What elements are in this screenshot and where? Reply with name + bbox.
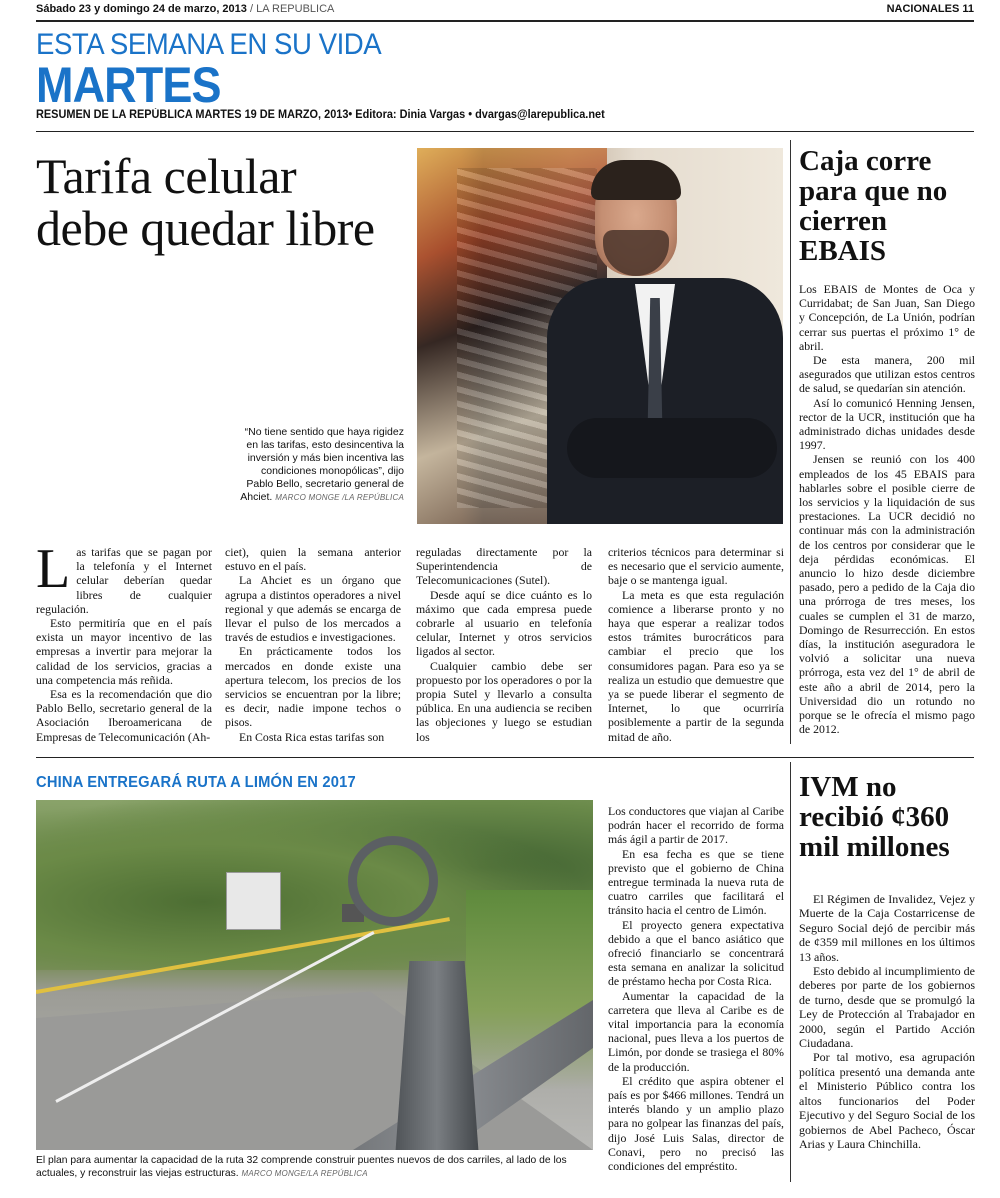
truck xyxy=(226,872,281,930)
date-separator: / xyxy=(249,3,254,15)
paragraph: reguladas directamente por la Superintendencia de Telecomunicaciones (Sutel). xyxy=(416,545,592,588)
column-divider xyxy=(790,762,791,1182)
paragraph-text: as tarifas que se pagan por la telefonía y el Internet celular deberían quedar libres de cualquier regulación. xyxy=(36,545,212,616)
paragraph xyxy=(36,538,212,616)
paragraph: Desde aquí se dice cuánto es lo máximo que cada empresa puede cobrarle al usuario en telefonía celular, Internet y otros servicios ligados al sector. xyxy=(416,587,592,659)
main-headline: Tarifa celular debe quedar libre xyxy=(36,148,375,256)
portrait-caption-text: “No tiene sentido que haya rigidez en las tarifas, esto desincentiva la inversión y más bien incentiva las condiciones monopólicas”, dijo Pablo Bello, secretario general de Ahciet. xyxy=(240,426,404,503)
china-column xyxy=(608,804,784,1173)
paragraph: El Régimen de Invalidez, Vejez y Muerte de la Caja Costarricense de Seguro Social dejó de percibir más de ¢359 mil millones en los últimos 13 años. xyxy=(799,892,975,964)
portrait-photo xyxy=(417,148,783,524)
ebais-headline: Caja corre para que no cierren EBAIS xyxy=(799,145,948,267)
portrait-credit: MARCO MONGE /LA REPÚBLICA xyxy=(275,493,404,502)
hair xyxy=(591,160,681,200)
paragraph: Los EBAIS de Montes de Oca y Curridabat; de San Juan, San Diego y Concepción, de La Unión, podrían cerrar sus puertas el próximo 1° de abril. xyxy=(799,282,975,353)
paragraph: La Ahciet es un órgano que agrupa a distintos operadores a nivel regional y que además se encarga de llevar el pulso de los mercados a través de estudios e investigaciones. xyxy=(225,573,401,645)
highway-credit: MARCO MONGE/LA REPÚBLICA xyxy=(241,1169,368,1178)
main-column-3 xyxy=(416,545,592,744)
paragraph: Por tal motivo, esa agrupación política presentó una demanda ante el Ministerio Público contra los altos funcionarios del Poder Ejecutivo y del Seguro Social de los gobiernos de Abel Pacheco, Óscar Arias y Laura Chinchilla. xyxy=(799,1050,975,1151)
paragraph: Esa es la recomendación que dio Pablo Bello, secretario general de la Asociación Iberoamericana de Empresas de Telecomunicación (Ah- xyxy=(36,687,212,744)
paragraph: Cualquier cambio debe ser propuesto por los operadores o por la propia Sutel y llevarlo a consulta pública. En una audiencia se reciben las objeciones y luego se estudian los xyxy=(416,658,592,744)
main-column-1 xyxy=(36,538,212,744)
summary-line: RESUMEN DE LA REPÚBLICA MARTES 19 DE MARZO, 2013• Editora: Dinia Vargas • dvargas@larepublica.net xyxy=(36,109,605,121)
paragraph: criterios técnicos para determinar si es necesario que el servicio aumente, baje o se mantenga igual. xyxy=(608,545,784,588)
paragraph: Aumentar la capacidad de la carretera que lleva al Caribe es de vital importancia para la economía nacional, pues lleva a los puertos de Limón, por donde se trasiega el 80% de la producción. xyxy=(608,988,784,1074)
paragraph: Esto debido al incumplimiento de deberes por parte de los gobiernos de turno, desde que se promulgó la Ley de Protección al Trabajador en 2000, según el Partido Acción Ciudadana. xyxy=(799,964,975,1051)
paragraph: De esta manera, 200 mil asegurados que utilizan estos centros de salud, se quedarían sin atención. xyxy=(799,353,975,396)
paragraph: Los conductores que viajan al Caribe podrán hacer el recorrido de forma más ágil a partir de 2017. xyxy=(608,804,784,847)
newspaper-name: LA REPUBLICA xyxy=(256,3,335,15)
paragraph: El proyecto genera expectativa debido a que el banco asiático que ofreció financiarlo se concentrará esta semana en analizar la solicitud de préstamo hecha por Costa Rica. xyxy=(608,917,784,989)
portrait-caption xyxy=(234,426,404,504)
paragraph: En Costa Rica estas tarifas son xyxy=(239,729,385,744)
section-rule xyxy=(36,757,974,758)
section-page-label: NACIONALES 11 xyxy=(886,3,974,15)
issue-date: Sábado 23 y domingo 24 de marzo, 2013 xyxy=(36,3,247,15)
ebais-column xyxy=(799,282,975,737)
highway-caption xyxy=(36,1154,593,1180)
section-kicker: ESTA SEMANA EN SU VIDA xyxy=(36,28,382,61)
page-header-line xyxy=(36,3,974,19)
ivm-headline: IVM no recibió ¢360 mil millones xyxy=(799,771,950,863)
top-rule xyxy=(36,20,974,22)
paragraph: Así lo comunicó Henning Jensen, rector de la UCR, institución que ha administrado dichas unidades desde 1997. xyxy=(799,395,975,453)
ivm-column xyxy=(799,892,975,1151)
paragraph: Esto permitiría que en el país exista un mayor incentivo de las empresas a invertir para mejorar la calidad de los servicios, gracias a una competencia más reñida. xyxy=(36,616,212,687)
issue-date-group xyxy=(36,3,334,15)
main-column-4 xyxy=(608,545,784,744)
highway-photo xyxy=(36,800,593,1150)
day-title: MARTES xyxy=(36,57,221,113)
paragraph: En esa fecha es que se tiene previsto que el gobierno de China entregue terminada la nueva ruta de cuatro carriles que facilitará el tránsito hacia el centro de Limón. xyxy=(608,846,784,918)
drop-cap: L xyxy=(36,538,71,600)
china-section-title: CHINA ENTREGARÁ RUTA A LIMÓN EN 2017 xyxy=(36,774,356,791)
guardrail-ring xyxy=(348,836,438,926)
paragraph: La meta es que esta regulación comience a liberarse pronto y no haya que esperar a realizar todos estos trámites burocráticos para cambiar el precio que los consumidores pagan. Para eso ya se realiza un estudio que demuestre que ya se puede liberar el segmento de Internet, lo que ocurriría posiblemente a partir de la segunda mitad de año. xyxy=(608,587,784,744)
paragraph: Jensen se reunió con los 400 empleados de los 45 EBAIS para hablarles sobre el posible cierre de los servicios y la liquidación de sus prestaciones. La UCR decidió no continuar más con la administración de los centros por considerar que le deja pérdidas económicas. El anuncio lo hizo desde diciembre pasado, pero a pedido de la Caja dio una prórroga de tres meses, los cuales se cumplen el 31 de marzo, Domingo de Resurrección. En estos días, la institución aseguradora le volvió a solicitar una nueva prórroga, esta vez del 1° de abril de este año a abril de 2014, pero la Universidad dio un rotundo no porque se le ofrecía el mismo pago de 2012. xyxy=(799,452,975,737)
main-column-2 xyxy=(225,545,401,744)
header-rule xyxy=(36,131,974,132)
paragraph: ciet), quien la semana anterior estuvo en el país. xyxy=(225,545,401,574)
column-divider xyxy=(790,140,791,744)
crossed-arms xyxy=(567,418,777,478)
highway-caption-text: El plan para aumentar la capacidad de la ruta 32 comprende construir puentes nuevos de dos carriles, al lado de los actuales, y reconstruir las viejas estructuras. xyxy=(36,1155,567,1179)
paragraph: El crédito que aspira obtener el país es por $466 millones. Tendrá un interés blando y un amplio plazo para no golpear las finanzas del país, dijo José Luis Salas, director de Conavi, pero no precisó las condiciones del empréstito. xyxy=(608,1073,784,1174)
paragraph: En prácticamente todos los mercados en donde existe una apertura telecom, los precios de los servicios se encuentran por la libre; es decir, nadie impone techos o pisos. xyxy=(225,644,401,730)
